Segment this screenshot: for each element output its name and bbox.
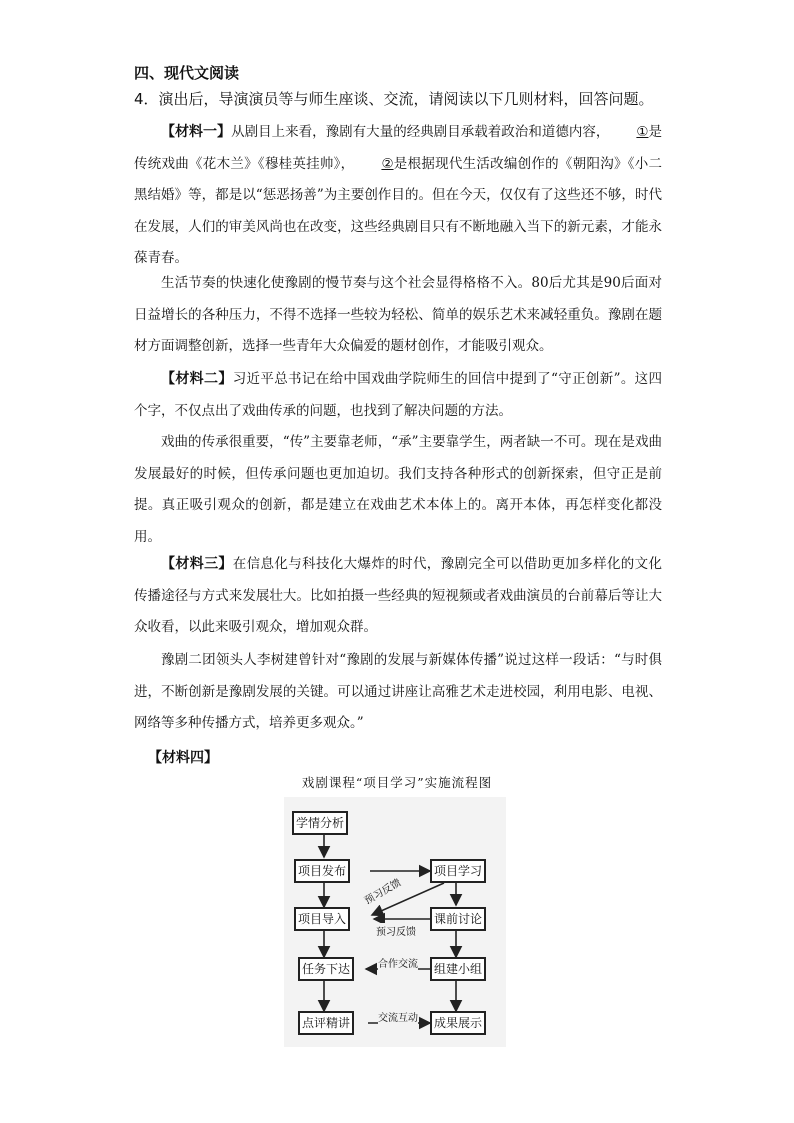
node-publish: 项目发布 bbox=[294, 859, 350, 883]
material2-paragraph2: 戏曲的传承很重要，“传”主要靠老师，“承”主要靠学生，两者缺一不可。现在是戏曲发展最好的时候，但传承问题也更加迫切。我们支持各种形式的创新探索，但守正是前提。真正吸引观众的创新，都是建立在戏曲艺术本体上的。离开本体，再怎样变化都没用。 bbox=[134, 434, 662, 545]
edge-label-exchange: 交流互动 bbox=[378, 1009, 418, 1024]
material1-text-a: 从剧目上来看，豫剧有大量的经典剧目承载着政治和道德内容， bbox=[231, 124, 610, 140]
node-task: 任务下达 bbox=[298, 957, 354, 981]
material4-label: 【材料四】 bbox=[148, 750, 218, 766]
blank-2: ② bbox=[381, 155, 394, 172]
material2-label: 【材料二】 bbox=[161, 371, 233, 387]
node-analysis: 学情分析 bbox=[292, 811, 348, 835]
blank-1: ① bbox=[636, 124, 649, 140]
node-discuss: 课前讨论 bbox=[430, 907, 486, 931]
material3-text: 在信息化与科技化大爆炸的时代，豫剧完全可以借助更加多样化的文化传播途径与方式来发展壮大。比如拍摄一些经典的短视频或者戏曲演员的台前幕后等让大众收看，以此来吸引观众，增加观众群。 bbox=[134, 556, 663, 635]
material1-paragraph1 bbox=[134, 117, 662, 275]
node-intro: 项目导入 bbox=[294, 907, 350, 931]
material3-paragraph1 bbox=[134, 549, 662, 644]
question-stem: 4．演出后，导演演员等与师生座谈、交流，请阅读以下几则材料，回答问题。 bbox=[134, 90, 654, 108]
section-heading: 四、现代文阅读 bbox=[134, 64, 240, 82]
figure-title: 戏剧课程“项目学习”实施流程图 bbox=[301, 775, 493, 790]
node-study: 项目学习 bbox=[430, 859, 486, 883]
material1-text-b: 是传统戏曲《花木兰》《穆桂英挂帅》， bbox=[134, 124, 663, 172]
material1-label: 【材料一】 bbox=[161, 124, 232, 140]
material3-paragraph2: 豫剧二团领头人李树建曾针对“豫剧的发展与新媒体传播”说过这样一段话：“与时俱进，不断创新是豫剧发展的关键。可以通过讲座让高雅艺术走进校园，利用电影、电视、网络等多种传播方式，培养更多观众。” bbox=[134, 652, 662, 731]
node-review: 点评精讲 bbox=[298, 1011, 354, 1035]
material2-paragraph1 bbox=[134, 364, 662, 427]
material1-paragraph2: 生活节奏的快速化使豫剧的慢节奏与这个社会显得格格不入。80后尤其是90后面对日益增长的各种压力，不得不选择一些较为轻松、简单的娱乐艺术来减轻重负。豫剧在题材方面调整创新，选择一些青年大众偏爱的题材创作，才能吸引观众。 bbox=[134, 275, 662, 354]
material3-label: 【材料三】 bbox=[161, 556, 233, 572]
node-show: 成果展示 bbox=[430, 1011, 486, 1035]
edge-label-feedback1: 预习反馈 bbox=[361, 874, 403, 907]
edge-label-feedback2: 预习反馈 bbox=[376, 923, 416, 938]
material2-text: 习近平总书记在给中国戏曲学院师生的回信中提到了“守正创新”。这四个字，不仅点出了戏曲传承的问题，也找到了解决问题的方法。 bbox=[134, 371, 663, 419]
edge-label-coop: 合作交流 bbox=[378, 955, 418, 970]
node-group: 组建小组 bbox=[430, 957, 486, 981]
flowchart bbox=[284, 797, 506, 1047]
material1-text-c: 是根据现代生活改编创作的《朝阳沟》《小二黑结婚》等，都是以“惩恶扬善”为主要创作目的。但在今天，仅仅有了这些还不够，时代在发展，人们的审美风尚也在改变，这些经典剧目只有不断地融入当下的新元素，才能永葆青春。 bbox=[134, 155, 663, 266]
